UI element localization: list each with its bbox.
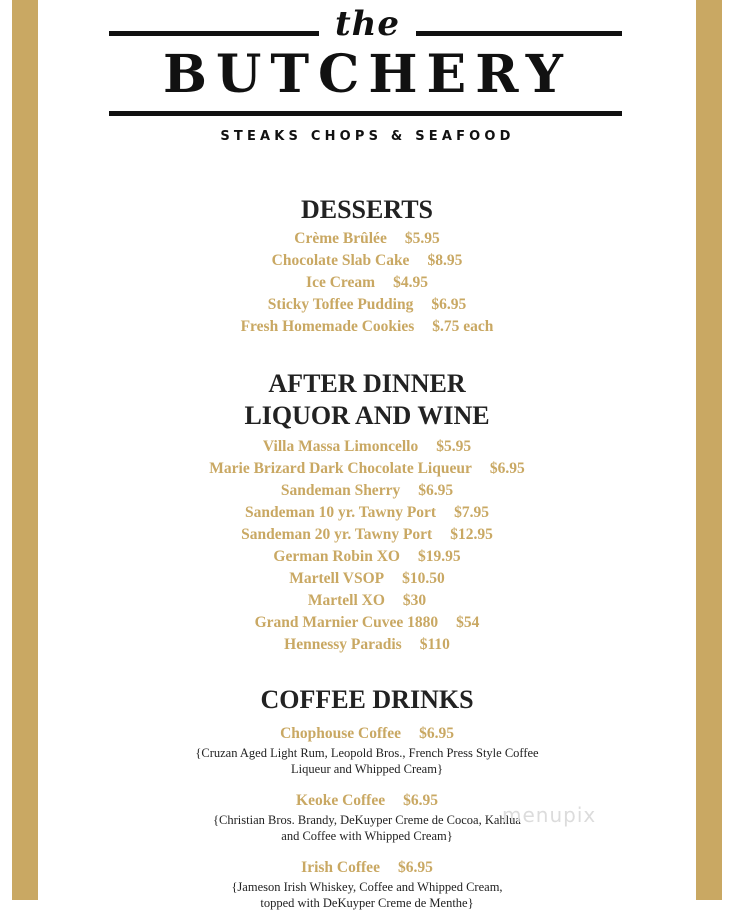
item-name: Crème Brûlée (294, 230, 387, 247)
item-name: Ice Cream (306, 274, 376, 291)
menu-item (38, 228, 696, 250)
menu-item (38, 590, 696, 612)
desserts-heading: DESSERTS (300, 195, 434, 224)
menu-item (38, 612, 696, 634)
item-name: Martell VSOP (289, 570, 385, 587)
item-name: German Robin XO (273, 548, 400, 565)
item-price: $4.95 (393, 274, 428, 291)
liquor-heading-line1: AFTER DINNER (268, 369, 466, 398)
item-price: $19.95 (417, 548, 461, 565)
item-description: Liqueur and Whipped Cream} (291, 762, 443, 776)
item-description: {Christian Bros. Brandy, DeKuyper Creme de Cocoa, Kahlua (213, 813, 521, 827)
item-name: Sandeman Sherry (280, 482, 401, 499)
item-price: $54 (456, 614, 480, 631)
menu-item (38, 546, 696, 568)
item-name: Keoke Coffee (296, 792, 386, 809)
item-price: $12.95 (450, 526, 493, 543)
liquor-section (38, 368, 696, 656)
item-name: Marie Brizard Dark Chocolate Liqueur (209, 460, 472, 477)
item-name: Martell XO (307, 592, 385, 609)
menu-item (38, 250, 696, 272)
item-description: {Cruzan Aged Light Rum, Leopold Bros., French Press Style Coffee (195, 746, 539, 760)
menu-item (38, 458, 696, 480)
item-name: Hennessy Paradis (284, 636, 402, 653)
item-name: Fresh Homemade Cookies (240, 318, 415, 335)
item-name: Sandeman 10 yr. Tawny Port (245, 504, 437, 521)
liquor-heading-line2: LIQUOR AND WINE (244, 401, 490, 430)
item-price: $5.95 (404, 230, 440, 247)
menu-item (38, 480, 696, 502)
menu-item (38, 790, 696, 812)
item-price: $10.50 (402, 570, 445, 587)
item-price: $6.95 (431, 296, 467, 313)
menu-item (38, 272, 696, 294)
item-description: topped with DeKuyper Creme de Menthe} (260, 896, 474, 910)
item-price: $6.95 (418, 482, 454, 499)
item-name: Chophouse Coffee (280, 725, 402, 742)
menu-item (38, 524, 696, 546)
menupix-watermark: menupix (502, 803, 597, 827)
menu-item (38, 294, 696, 316)
item-price: $6.95 (403, 792, 438, 809)
coffee-heading: COFFEE DRINKS (260, 685, 474, 714)
menu-item (38, 502, 696, 524)
item-price: $30 (402, 592, 427, 609)
item-name: Chocolate Slab Cake (271, 252, 410, 269)
logo-rule-bottom (109, 111, 622, 116)
item-price: $6.95 (489, 460, 525, 477)
item-price: $6.95 (397, 859, 433, 876)
item-name: Sticky Toffee Pudding (267, 296, 414, 313)
item-name: Villa Massa Limoncello (262, 438, 419, 455)
item-price: $7.95 (454, 504, 489, 521)
item-name: Irish Coffee (301, 859, 380, 876)
menu-item (38, 316, 696, 338)
restaurant-logo (0, 0, 735, 160)
item-description: and Coffee with Whipped Cream} (281, 829, 453, 843)
menu-item (38, 857, 696, 879)
item-name: Sandeman 20 yr. Tawny Port (241, 526, 433, 543)
logo-the: the (334, 4, 401, 44)
item-description: {Jameson Irish Whiskey, Coffee and Whipped Cream, (231, 880, 503, 894)
menu-item (38, 436, 696, 458)
item-price: $.75 each (432, 318, 494, 335)
logo-tagline: STEAKS CHOPS & SEAFOOD (220, 129, 515, 144)
item-price: $6.95 (419, 725, 454, 742)
item-price: $5.95 (436, 438, 472, 455)
item-price: $110 (419, 636, 450, 653)
menu-item (38, 634, 696, 656)
logo-name: BUTCHERY (163, 44, 572, 105)
item-price: $8.95 (427, 252, 463, 269)
item-name: Grand Marnier Cuvee 1880 (254, 614, 439, 631)
menu-item (38, 568, 696, 590)
desserts-section (38, 194, 696, 338)
menu-item (38, 723, 696, 745)
coffee-section (38, 684, 696, 911)
